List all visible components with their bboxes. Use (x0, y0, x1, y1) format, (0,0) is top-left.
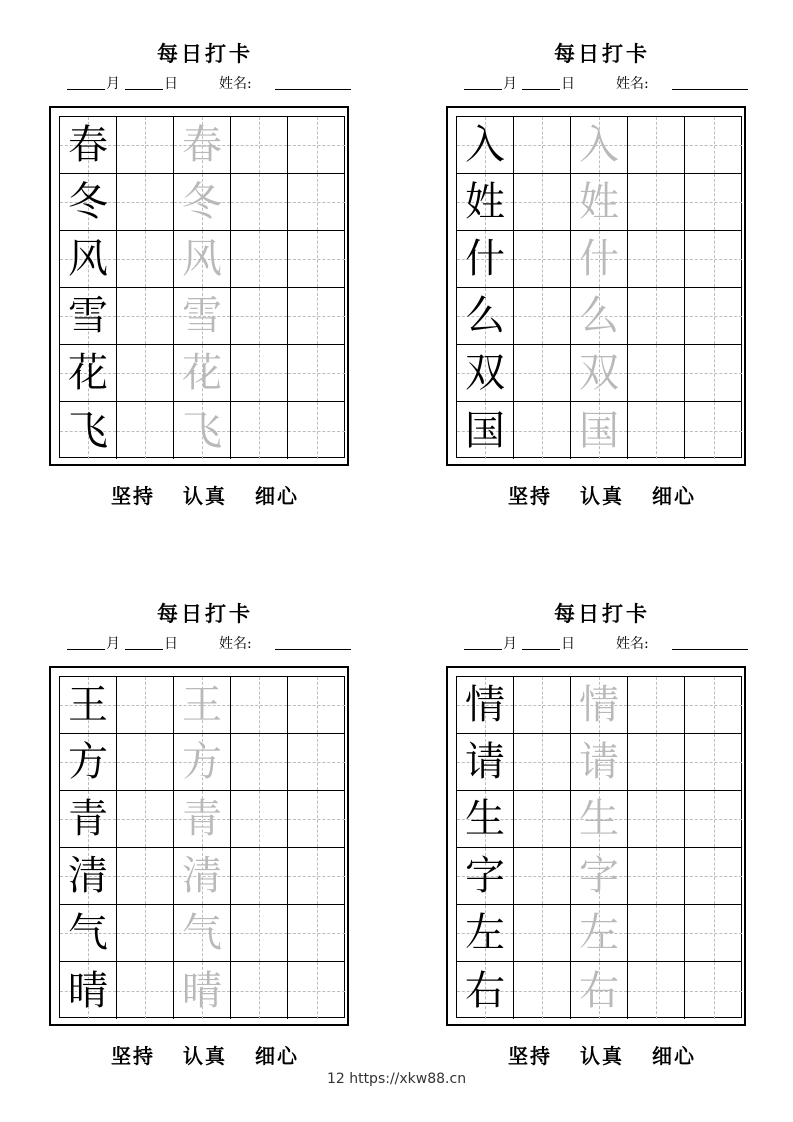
guide-line-horizontal (288, 762, 345, 763)
practice-cell[interactable] (231, 677, 288, 734)
trace-char-cell (571, 117, 628, 174)
trace-char-cell (571, 734, 628, 791)
motto-word: 认真 (580, 1044, 624, 1068)
guide-line-horizontal (685, 316, 742, 317)
guide-line-horizontal (514, 145, 570, 146)
guide-line-horizontal (117, 762, 173, 763)
practice-cell[interactable] (514, 791, 571, 848)
practice-cell[interactable] (628, 174, 685, 231)
guide-line-horizontal (514, 316, 570, 317)
guide-line-horizontal (685, 762, 742, 763)
practice-cell[interactable] (685, 345, 742, 402)
model-char-cell (60, 677, 117, 734)
guide-line-horizontal (628, 819, 684, 820)
practice-cell[interactable] (685, 848, 742, 905)
guide-line-horizontal (628, 202, 684, 203)
practice-cell[interactable] (514, 848, 571, 905)
guide-line-horizontal (231, 373, 287, 374)
practice-cell[interactable] (685, 231, 742, 288)
month-blank[interactable] (67, 649, 105, 650)
guide-line-horizontal (231, 819, 287, 820)
trace-char-cell (174, 848, 231, 905)
guide-line-horizontal (685, 819, 742, 820)
guide-line-horizontal (514, 431, 570, 432)
month-label: 月 (106, 76, 120, 92)
trace-character: 冬 (182, 179, 222, 225)
trace-char-cell (174, 174, 231, 231)
practice-cell[interactable] (685, 288, 742, 345)
motto-word: 坚持 (111, 484, 155, 508)
model-character: 什 (465, 236, 505, 282)
guide-line-horizontal (231, 933, 287, 934)
motto-word: 坚持 (508, 1044, 552, 1068)
model-char-cell (60, 345, 117, 402)
trace-character: 请 (579, 739, 619, 785)
model-character: 风 (68, 236, 108, 282)
practice-cell[interactable] (117, 117, 174, 174)
practice-cell[interactable] (117, 677, 174, 734)
trace-char-cell (174, 117, 231, 174)
month-blank[interactable] (464, 649, 502, 650)
trace-character: 方 (182, 739, 222, 785)
practice-cell[interactable] (288, 402, 345, 459)
trace-char-cell (174, 962, 231, 1019)
card-motto (442, 480, 762, 509)
guide-line-horizontal (231, 202, 287, 203)
practice-cell[interactable] (685, 117, 742, 174)
trace-character: 气 (182, 910, 222, 956)
practice-cell[interactable] (628, 734, 685, 791)
trace-character: 清 (182, 853, 222, 899)
practice-cell[interactable] (685, 791, 742, 848)
month-label: 月 (503, 76, 517, 92)
guide-line-horizontal (231, 705, 287, 706)
trace-character: 右 (579, 967, 619, 1014)
trace-character: 雪 (182, 293, 222, 339)
motto-word: 认真 (183, 484, 227, 508)
guide-line-horizontal (685, 373, 742, 374)
trace-character: 生 (579, 796, 619, 842)
model-char-cell (60, 791, 117, 848)
day-blank[interactable] (125, 89, 163, 90)
motto-word: 坚持 (111, 1044, 155, 1068)
practice-cell[interactable] (231, 791, 288, 848)
trace-character: 春 (182, 122, 222, 168)
practice-cell[interactable] (288, 734, 345, 791)
practice-cell[interactable] (628, 117, 685, 174)
model-character: 春 (68, 122, 108, 168)
guide-line-horizontal (288, 202, 345, 203)
model-character: 入 (465, 122, 505, 168)
day-blank[interactable] (522, 649, 560, 650)
trace-character: 飞 (182, 407, 222, 454)
practice-cell[interactable] (514, 231, 571, 288)
day-label: 日 (561, 636, 575, 652)
guide-line-horizontal (685, 876, 742, 877)
practice-cell[interactable] (288, 231, 345, 288)
trace-character: 花 (182, 350, 222, 396)
guide-line-horizontal (685, 145, 742, 146)
practice-cell[interactable] (628, 677, 685, 734)
practice-cell[interactable] (514, 174, 571, 231)
practice-cell[interactable] (117, 905, 174, 962)
guide-line-horizontal (117, 373, 173, 374)
practice-cell[interactable] (514, 117, 571, 174)
card-motto (442, 1040, 762, 1069)
practice-cell[interactable] (514, 677, 571, 734)
practice-cell[interactable] (117, 174, 174, 231)
guide-line-horizontal (628, 259, 684, 260)
model-char-cell (457, 848, 514, 905)
guide-line-horizontal (628, 316, 684, 317)
guide-line-horizontal (117, 933, 173, 934)
practice-cell[interactable] (231, 734, 288, 791)
practice-cell[interactable] (685, 402, 742, 459)
practice-cell[interactable] (117, 345, 174, 402)
day-blank[interactable] (522, 89, 560, 90)
guide-line-horizontal (628, 762, 684, 763)
guide-line-horizontal (514, 933, 570, 934)
trace-char-cell (174, 402, 231, 459)
trace-char-cell (571, 791, 628, 848)
model-character: 姓 (465, 179, 505, 225)
motto-word: 细心 (652, 1044, 696, 1068)
page-footer: 12 https://xkw88.cn (326, 1071, 467, 1087)
practice-cell[interactable] (231, 174, 288, 231)
model-char-cell (457, 288, 514, 345)
name-label: 姓名: (616, 76, 649, 92)
practice-cell[interactable] (231, 848, 288, 905)
guide-line-horizontal (117, 316, 173, 317)
model-char-cell (457, 231, 514, 288)
model-char-cell (457, 117, 514, 174)
practice-cell[interactable] (231, 117, 288, 174)
guide-line-horizontal (288, 933, 345, 934)
practice-cell[interactable] (288, 117, 345, 174)
guide-line-horizontal (514, 762, 570, 763)
practice-cell[interactable] (117, 734, 174, 791)
guide-line-horizontal (117, 202, 173, 203)
guide-line-horizontal (231, 991, 287, 992)
practice-cell[interactable] (117, 848, 174, 905)
guide-line-horizontal (117, 705, 173, 706)
practice-cell[interactable] (117, 962, 174, 1019)
model-char-cell (60, 402, 117, 459)
guide-line-horizontal (685, 705, 742, 706)
trace-character: 风 (182, 236, 222, 282)
practice-cell[interactable] (685, 677, 742, 734)
model-character: 雪 (68, 293, 108, 339)
guide-line-horizontal (117, 876, 173, 877)
guide-line-horizontal (514, 259, 570, 260)
name-blank[interactable] (672, 89, 748, 90)
guide-line-horizontal (117, 431, 173, 432)
guide-line-horizontal (628, 991, 684, 992)
guide-line-horizontal (117, 145, 173, 146)
motto-word: 坚持 (508, 484, 552, 508)
model-char-cell (457, 791, 514, 848)
month-label: 月 (503, 636, 517, 652)
card-motto (45, 480, 365, 509)
trace-char-cell (174, 791, 231, 848)
card-title: 每日打卡 (157, 601, 253, 626)
guide-line-horizontal (231, 431, 287, 432)
motto-word: 认真 (183, 1044, 227, 1068)
model-char-cell (457, 402, 514, 459)
guide-line-horizontal (231, 876, 287, 877)
grid-frame (446, 666, 746, 1026)
name-label: 姓名: (219, 636, 252, 652)
model-character: 飞 (68, 407, 108, 454)
model-character: 生 (465, 796, 505, 842)
date-name-line (442, 633, 762, 653)
guide-line-horizontal (685, 259, 742, 260)
tianzige-grid (59, 116, 345, 458)
date-name-line (442, 73, 762, 93)
guide-line-horizontal (288, 316, 345, 317)
practice-cell[interactable] (288, 905, 345, 962)
model-char-cell (457, 677, 514, 734)
practice-cell[interactable] (231, 905, 288, 962)
practice-cell[interactable] (117, 791, 174, 848)
practice-cell[interactable] (685, 734, 742, 791)
practice-cell[interactable] (514, 905, 571, 962)
grid-frame (49, 666, 349, 1026)
model-character: 清 (68, 853, 108, 899)
model-char-cell (60, 174, 117, 231)
guide-line-horizontal (514, 202, 570, 203)
model-character: 气 (68, 910, 108, 956)
trace-char-cell (571, 174, 628, 231)
practice-cell[interactable] (685, 905, 742, 962)
card-title: 每日打卡 (554, 41, 650, 66)
name-blank[interactable] (275, 89, 351, 90)
trace-char-cell (174, 288, 231, 345)
month-blank[interactable] (464, 89, 502, 90)
model-char-cell (60, 288, 117, 345)
trace-character: 么 (579, 293, 619, 339)
practice-cell[interactable] (514, 402, 571, 459)
name-blank[interactable] (672, 649, 748, 650)
model-character: 双 (465, 350, 505, 396)
model-character: 字 (465, 853, 505, 899)
name-blank[interactable] (275, 649, 351, 650)
trace-character: 入 (579, 122, 619, 168)
practice-cell[interactable] (628, 848, 685, 905)
card-title: 每日打卡 (157, 41, 253, 66)
trace-char-cell (174, 905, 231, 962)
tianzige-grid (59, 676, 345, 1018)
trace-character: 姓 (579, 179, 619, 225)
trace-char-cell (571, 288, 628, 345)
guide-line-horizontal (628, 373, 684, 374)
practice-cell[interactable] (514, 288, 571, 345)
guide-line-horizontal (685, 202, 742, 203)
practice-cell[interactable] (514, 345, 571, 402)
model-char-cell (457, 345, 514, 402)
practice-cell[interactable] (288, 848, 345, 905)
model-char-cell (60, 734, 117, 791)
model-character: 青 (68, 796, 108, 842)
card-title: 每日打卡 (554, 601, 650, 626)
guide-line-horizontal (117, 819, 173, 820)
practice-cell[interactable] (628, 905, 685, 962)
day-blank[interactable] (125, 649, 163, 650)
model-character: 左 (465, 910, 505, 956)
motto-word: 认真 (580, 484, 624, 508)
trace-char-cell (571, 231, 628, 288)
guide-line-horizontal (628, 933, 684, 934)
practice-cell[interactable] (288, 174, 345, 231)
day-label: 日 (561, 76, 575, 92)
guide-line-horizontal (628, 876, 684, 877)
trace-char-cell (571, 677, 628, 734)
model-char-cell (457, 734, 514, 791)
guide-line-horizontal (231, 259, 287, 260)
guide-line-horizontal (514, 819, 570, 820)
motto-word: 细心 (255, 1044, 299, 1068)
model-char-cell (60, 231, 117, 288)
model-character: 王 (68, 682, 108, 728)
practice-cell[interactable] (231, 962, 288, 1019)
model-char-cell (60, 848, 117, 905)
practice-cell[interactable] (628, 402, 685, 459)
trace-char-cell (174, 345, 231, 402)
trace-char-cell (174, 734, 231, 791)
practice-cell[interactable] (231, 231, 288, 288)
day-label: 日 (164, 636, 178, 652)
name-label: 姓名: (616, 636, 649, 652)
guide-line-horizontal (628, 705, 684, 706)
practice-cell[interactable] (628, 231, 685, 288)
trace-char-cell (174, 677, 231, 734)
practice-cell[interactable] (117, 231, 174, 288)
guide-line-horizontal (685, 991, 742, 992)
practice-cell[interactable] (628, 791, 685, 848)
model-char-cell (457, 174, 514, 231)
trace-character: 国 (579, 407, 619, 454)
guide-line-horizontal (288, 705, 345, 706)
trace-char-cell (571, 402, 628, 459)
trace-char-cell (174, 231, 231, 288)
trace-character: 青 (182, 796, 222, 842)
practice-cell[interactable] (288, 677, 345, 734)
guide-line-horizontal (288, 373, 345, 374)
date-name-line (45, 73, 365, 93)
name-label: 姓名: (219, 76, 252, 92)
practice-cell[interactable] (514, 962, 571, 1019)
guide-line-horizontal (288, 431, 345, 432)
practice-cell[interactable] (288, 345, 345, 402)
practice-cell[interactable] (288, 791, 345, 848)
model-character: 右 (465, 967, 505, 1014)
tianzige-grid (456, 116, 742, 458)
practice-cell[interactable] (231, 288, 288, 345)
model-char-cell (60, 905, 117, 962)
practice-cell[interactable] (628, 345, 685, 402)
practice-cell[interactable] (685, 174, 742, 231)
guide-line-horizontal (288, 259, 345, 260)
guide-line-horizontal (514, 876, 570, 877)
grid-frame (446, 106, 746, 466)
trace-char-cell (571, 848, 628, 905)
practice-cell[interactable] (628, 288, 685, 345)
practice-cell[interactable] (288, 962, 345, 1019)
tianzige-grid (456, 676, 742, 1018)
practice-cell[interactable] (288, 288, 345, 345)
trace-character: 双 (579, 350, 619, 396)
model-character: 方 (68, 739, 108, 785)
model-character: 请 (465, 739, 505, 785)
guide-line-horizontal (514, 991, 570, 992)
practice-cell[interactable] (117, 288, 174, 345)
model-character: 国 (465, 407, 505, 454)
motto-word: 细心 (652, 484, 696, 508)
model-char-cell (457, 905, 514, 962)
guide-line-horizontal (685, 933, 742, 934)
model-character: 么 (465, 293, 505, 339)
model-character: 情 (465, 682, 505, 728)
guide-line-horizontal (685, 431, 742, 432)
trace-char-cell (571, 345, 628, 402)
month-blank[interactable] (67, 89, 105, 90)
trace-character: 字 (579, 853, 619, 899)
trace-character: 情 (579, 682, 619, 728)
model-character: 冬 (68, 179, 108, 225)
guide-line-horizontal (288, 145, 345, 146)
motto-word: 细心 (255, 484, 299, 508)
date-name-line (45, 633, 365, 653)
model-char-cell (60, 962, 117, 1019)
guide-line-horizontal (117, 259, 173, 260)
practice-cell[interactable] (231, 345, 288, 402)
guide-line-horizontal (231, 316, 287, 317)
guide-line-horizontal (288, 991, 345, 992)
model-char-cell (60, 117, 117, 174)
guide-line-horizontal (231, 762, 287, 763)
trace-character: 王 (182, 682, 222, 728)
model-character: 晴 (68, 967, 108, 1014)
trace-char-cell (571, 962, 628, 1019)
trace-character: 晴 (182, 967, 222, 1014)
guide-line-horizontal (514, 373, 570, 374)
guide-line-horizontal (117, 991, 173, 992)
practice-cell[interactable] (117, 402, 174, 459)
model-character: 花 (68, 350, 108, 396)
guide-line-horizontal (231, 145, 287, 146)
practice-cell[interactable] (514, 734, 571, 791)
guide-line-horizontal (514, 705, 570, 706)
practice-cell[interactable] (685, 962, 742, 1019)
trace-character: 左 (579, 910, 619, 956)
grid-frame (49, 106, 349, 466)
card-motto (45, 1040, 365, 1069)
trace-char-cell (571, 905, 628, 962)
guide-line-horizontal (628, 431, 684, 432)
day-label: 日 (164, 76, 178, 92)
practice-cell[interactable] (628, 962, 685, 1019)
model-char-cell (457, 962, 514, 1019)
guide-line-horizontal (288, 876, 345, 877)
practice-cell[interactable] (231, 402, 288, 459)
guide-line-horizontal (288, 819, 345, 820)
guide-line-horizontal (628, 145, 684, 146)
trace-character: 什 (579, 236, 619, 282)
month-label: 月 (106, 636, 120, 652)
